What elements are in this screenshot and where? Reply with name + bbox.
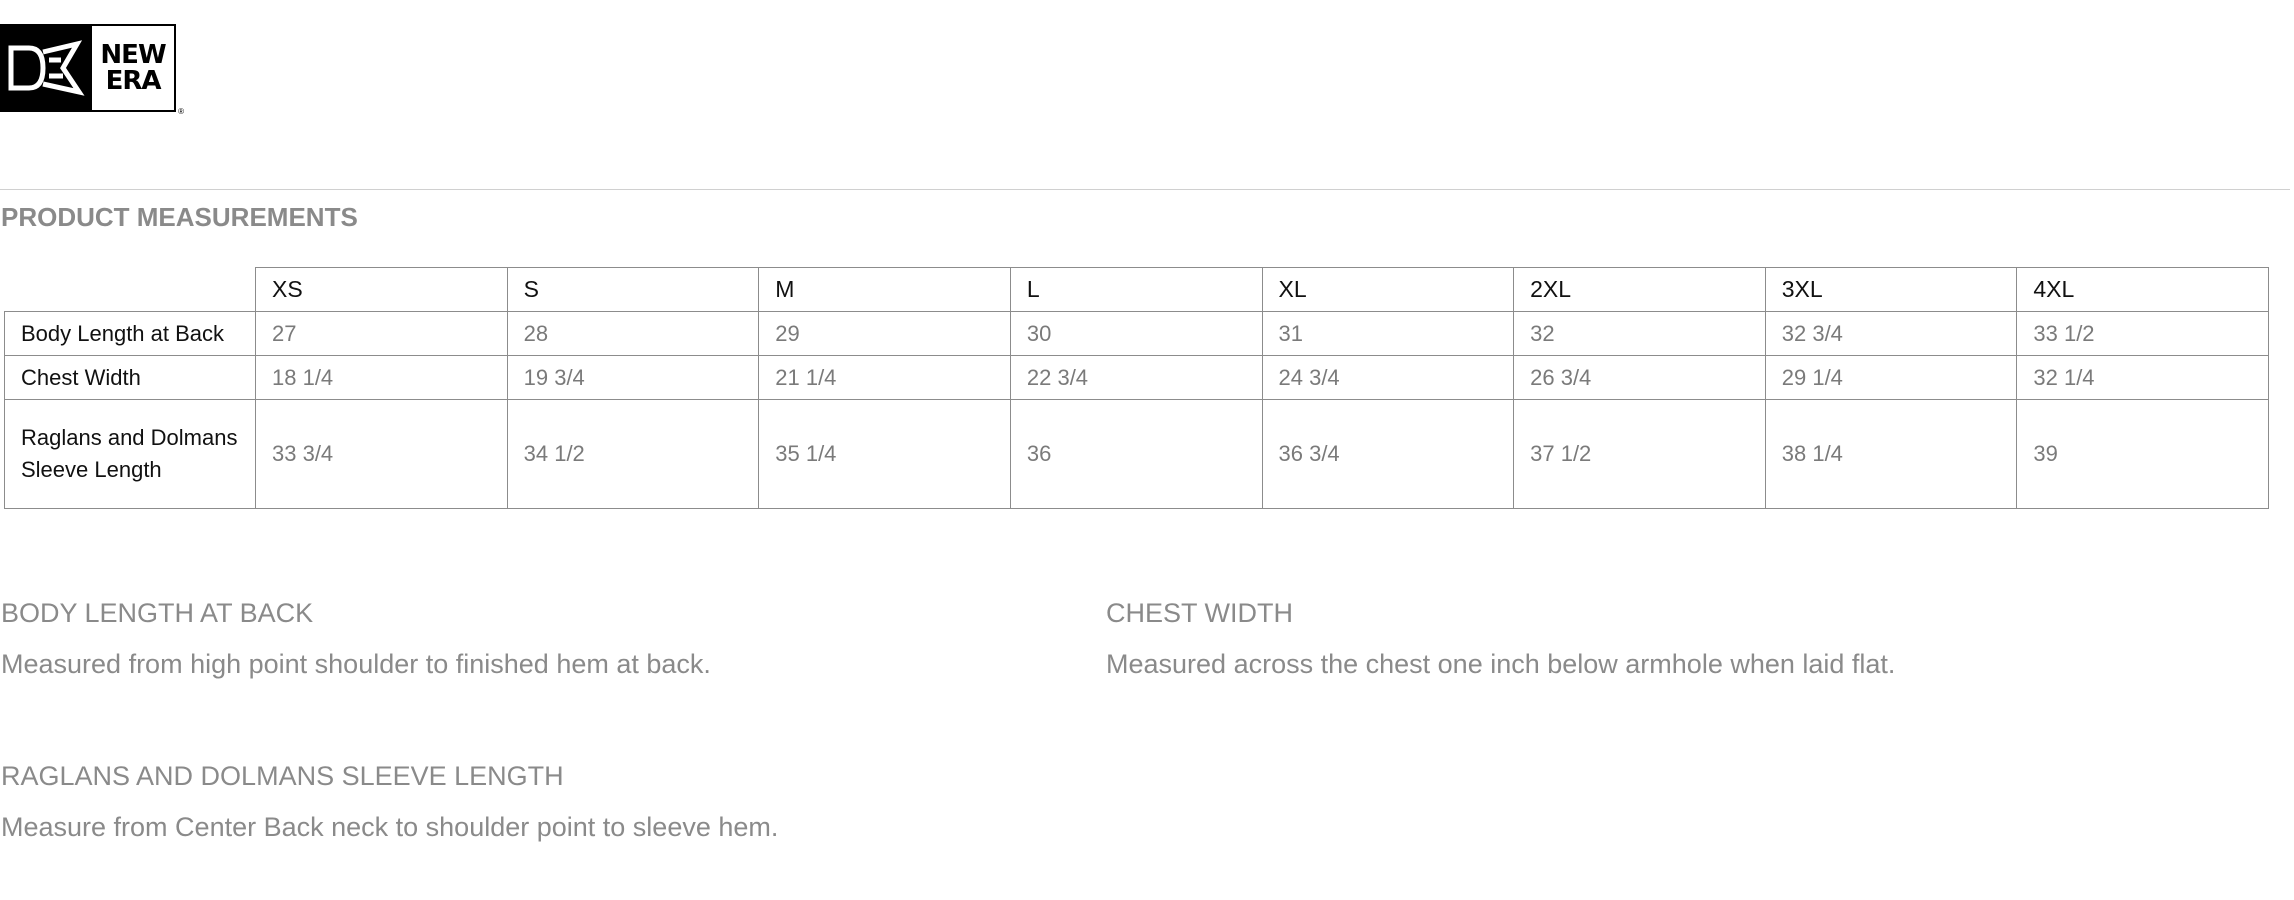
table-cell: 28 [507, 312, 759, 356]
table-cell: 33 3/4 [256, 400, 508, 509]
definition-title: CHEST WIDTH [1106, 598, 1293, 628]
definition-text: Measure from Center Back neck to shoulder point to sleeve hem. [1, 812, 779, 842]
logo-line-new: NEW [100, 40, 166, 70]
logo-wordmark [90, 24, 176, 112]
table-cell: 29 1/4 [1765, 356, 2017, 400]
size-header: 3XL [1765, 268, 2017, 312]
size-header: XL [1262, 268, 1514, 312]
table-header-row [5, 268, 2269, 312]
table-cell: 36 3/4 [1262, 400, 1514, 509]
definition-text: Measured from high point shoulder to finished hem at back. [1, 649, 711, 679]
size-header: S [507, 268, 759, 312]
definition-chest-width [1106, 598, 1895, 680]
row-label: Chest Width [5, 356, 256, 400]
new-era-logo [0, 24, 184, 116]
table-cell: 31 [1262, 312, 1514, 356]
size-header: 2XL [1514, 268, 1766, 312]
flag-logo-icon [0, 24, 90, 112]
measurements-table [4, 267, 2269, 509]
row-label: Raglans and Dolmans Sleeve Length [5, 400, 256, 509]
table-cell: 26 3/4 [1514, 356, 1766, 400]
table-cell: 32 [1514, 312, 1766, 356]
table-cell: 35 1/4 [759, 400, 1011, 509]
table-row [5, 400, 2269, 509]
size-header: M [759, 268, 1011, 312]
row-label: Body Length at Back [5, 312, 256, 356]
logo-line-era: ERA [105, 66, 161, 96]
registered-mark: ® [178, 107, 184, 116]
size-header: 4XL [2017, 268, 2269, 312]
definition-title: BODY LENGTH AT BACK [1, 598, 314, 628]
divider [0, 189, 2290, 190]
table-cell: 29 [759, 312, 1011, 356]
table-cell: 39 [2017, 400, 2269, 509]
table-cell: 21 1/4 [759, 356, 1011, 400]
table-cell: 36 [1010, 400, 1262, 509]
section-title: PRODUCT MEASUREMENTS [1, 202, 358, 232]
table-cell: 32 3/4 [1765, 312, 2017, 356]
table-cell: 30 [1010, 312, 1262, 356]
table-cell: 19 3/4 [507, 356, 759, 400]
table-cell: 38 1/4 [1765, 400, 2017, 509]
table-cell: 24 3/4 [1262, 356, 1514, 400]
size-header: L [1010, 268, 1262, 312]
header-corner-cell [5, 268, 256, 312]
definition-body-length [1, 598, 711, 680]
table-cell: 22 3/4 [1010, 356, 1262, 400]
table-cell: 18 1/4 [256, 356, 508, 400]
size-header: XS [256, 268, 508, 312]
table-cell: 34 1/2 [507, 400, 759, 509]
definition-text: Measured across the chest one inch below armhole when laid flat. [1106, 649, 1896, 679]
table-cell: 33 1/2 [2017, 312, 2269, 356]
table-cell: 32 1/4 [2017, 356, 2269, 400]
table-cell: 27 [256, 312, 508, 356]
definition-sleeve-length [1, 761, 778, 843]
table-row [5, 356, 2269, 400]
definition-title: RAGLANS AND DOLMANS SLEEVE LENGTH [1, 761, 564, 791]
table-cell: 37 1/2 [1514, 400, 1766, 509]
table-row [5, 312, 2269, 356]
